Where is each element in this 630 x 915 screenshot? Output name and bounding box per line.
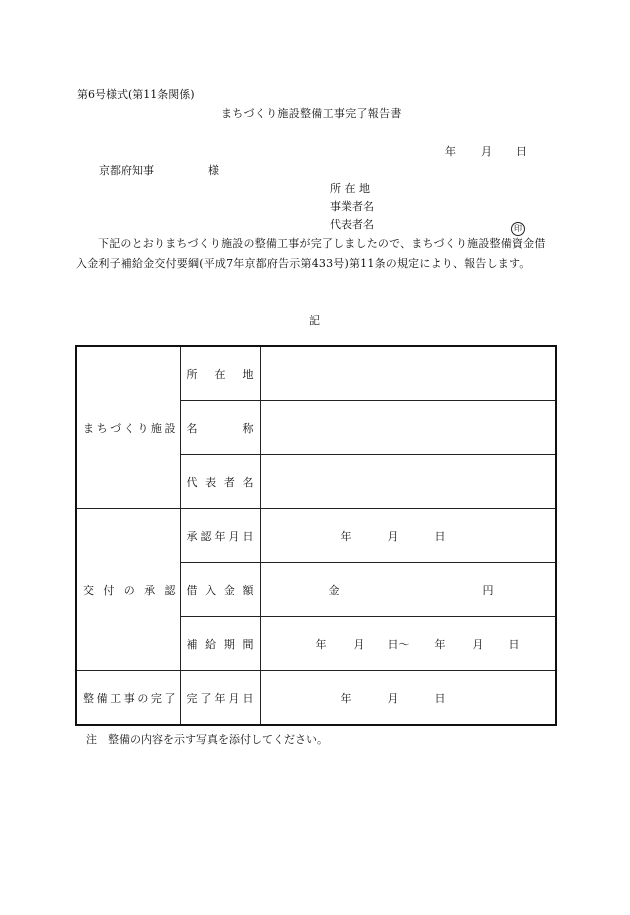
group-completion-label: 整 備 工 事 の 完 了 — [83, 691, 176, 705]
group-facility-label: ま ち づ く り 施 設 — [83, 421, 176, 435]
body-paragraph — [76, 234, 556, 274]
date-day: 日 — [516, 145, 527, 158]
label-loan-amount: 借 入 金 額 — [180, 563, 260, 617]
ki-heading: 記 — [309, 314, 320, 327]
group-facility — [76, 346, 180, 509]
label-subsidy-period: 補 給 期 間 — [180, 617, 260, 671]
report-table — [75, 345, 557, 726]
field-subsidy-period[interactable]: 年 月 日～ 年 月 日 — [260, 617, 556, 671]
field-completion-date[interactable]: 年 月 日 — [260, 671, 556, 726]
field-name[interactable] — [260, 401, 556, 455]
field-location[interactable] — [260, 346, 556, 401]
applicant-address-label: 所 在 地 — [330, 182, 370, 195]
label-completion-date: 完 了 年 月 日 — [180, 671, 260, 726]
label-representative: 代 表 者 名 — [180, 455, 260, 509]
label-location: 所 在 地 — [180, 346, 260, 401]
label-approval-date: 承 認 年 月 日 — [180, 509, 260, 563]
applicant-rep-label: 代表者名 — [330, 218, 374, 231]
seal-icon — [511, 216, 525, 236]
honorific: 様 — [208, 164, 219, 177]
group-approval-label: 交 付 の 承 認 — [83, 583, 176, 597]
date-year: 年 — [445, 145, 456, 158]
date-month: 月 — [481, 145, 492, 158]
addressee: 京都府知事 — [99, 164, 154, 177]
applicant-operator-label: 事業者名 — [330, 200, 374, 213]
label-name: 名 称 — [180, 401, 260, 455]
body-text: 下記のとおりまちづくり施設の整備工事が完了しましたので、まちづくり施設整備資金借入金利子補給金交付要綱(平成7年京都府告示第433号)第11条の規定により、報告します。 — [76, 237, 546, 270]
field-loan-amount[interactable]: 金 円 — [260, 563, 556, 617]
footnote: 注 整備の内容を示す写真を添付してください。 — [86, 733, 328, 746]
form-number: 第6号様式(第11条関係) — [77, 88, 195, 101]
group-approval — [76, 509, 180, 671]
field-approval-date[interactable]: 年 月 日 — [260, 509, 556, 563]
table-row — [76, 671, 556, 726]
table-row — [76, 346, 556, 401]
table-row — [76, 509, 556, 563]
group-completion — [76, 671, 180, 726]
document-title: まちづくり施設整備工事完了報告書 — [221, 107, 402, 120]
field-representative[interactable] — [260, 455, 556, 509]
seal-mark: 印 — [511, 222, 525, 236]
